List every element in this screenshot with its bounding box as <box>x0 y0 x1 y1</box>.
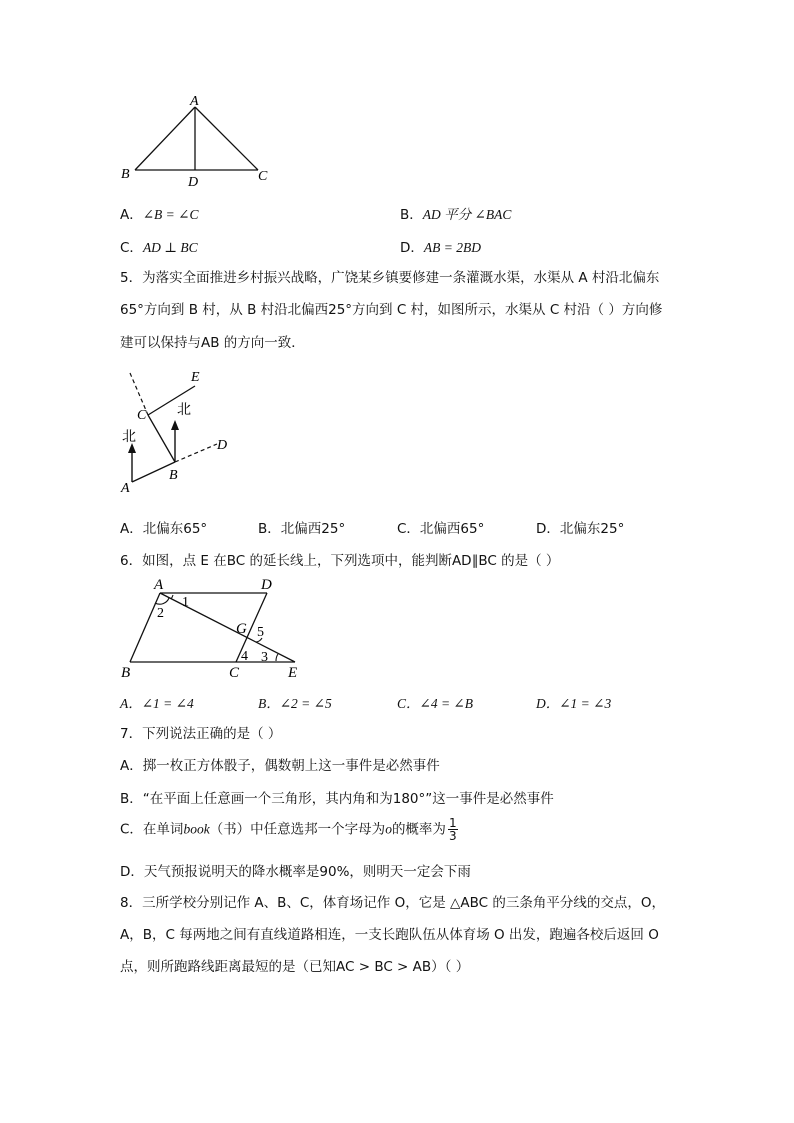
q5-stem-line-3: 建可以保持与AB 的方向一致． <box>120 335 305 351</box>
figure-parallelogram-extension <box>115 573 315 683</box>
q6-option-a[interactable]: A．∠1 = ∠4 <box>120 696 194 711</box>
vertex-label-c: C <box>258 169 268 184</box>
q6-option-d[interactable]: D．∠1 = ∠3 <box>536 696 612 711</box>
vertex-label-b: B <box>121 665 131 681</box>
vertex-label-e: E <box>288 665 298 681</box>
angle-label-1: 1 <box>182 595 189 610</box>
angle-label-2: 2 <box>157 606 164 621</box>
option-letter: C． <box>120 240 143 256</box>
figure-triangle-abc <box>115 92 285 192</box>
word-book: book <box>183 821 210 837</box>
option-letter: B． <box>400 207 423 223</box>
q5-stem-line-1: 5．为落实全面推进乡村振兴战略，广饶某乡镇要修建一条灌溉水渠，水渠从 A 村沿北偏东 <box>120 270 660 286</box>
q5-option-b[interactable]: B．北偏西25° <box>258 521 346 537</box>
point-label-a: A <box>121 481 130 495</box>
q6-stem: 6．如图，点 E 在BC 的延长线上，下列选项中，能判断AD∥BC 的是（ ） <box>120 553 560 569</box>
point-label-e: E <box>191 370 200 385</box>
q5-option-d[interactable]: D．北偏东25° <box>536 521 625 537</box>
q5-stem-line-2: 65°方向到 B 村，从 B 村沿北偏西25°方向到 C 村，如图所示，水渠从 C 村沿（ ）方向修 <box>120 302 663 318</box>
option-c-middle: （书）中任意选邦一个字母为 <box>209 821 386 838</box>
point-label-b: B <box>169 468 178 483</box>
vertex-label-d: D <box>261 577 272 593</box>
vertex-label-a: A <box>154 577 164 593</box>
angle-label-5: 5 <box>257 625 264 640</box>
point-label-d: D <box>217 438 228 453</box>
q8-stem-line-2: A，B，C 每两地之间有直线道路相连，一支长跑队伍从体育场 O 出发，跑遍各校后返回 O <box>120 927 659 943</box>
vertex-label-b: B <box>121 167 130 182</box>
option-c-suffix: 的概率为 <box>391 821 446 838</box>
q6-option-c[interactable]: C．∠4 = ∠B <box>397 696 473 711</box>
fraction-denominator: 3 <box>448 829 457 843</box>
q6-option-b[interactable]: B．∠2 = ∠5 <box>258 696 332 711</box>
vertex-label-d: D <box>188 175 199 190</box>
q4-option-b[interactable] <box>400 203 511 223</box>
option-c-prefix: C．在单词 <box>120 821 184 838</box>
q5-option-a[interactable]: A．北偏东65° <box>120 521 208 537</box>
letter-o: o <box>385 821 392 837</box>
option-text: AD ⊥ BC <box>142 240 198 255</box>
q8-stem-line-3: 点，则所跑路线距离最短的是（已知AC > BC > AB）（ ） <box>120 959 470 975</box>
option-text: ∠B = ∠C <box>142 207 199 222</box>
option-text: AB = 2BD <box>423 240 482 255</box>
q5-option-c[interactable]: C．北偏西65° <box>397 521 485 537</box>
angle-label-4: 4 <box>241 649 248 664</box>
q4-option-c[interactable] <box>120 236 198 256</box>
north-label-lower: 北 <box>122 430 136 445</box>
q4-option-d[interactable] <box>400 236 481 256</box>
q7-option-a[interactable]: A．掷一枚正方体骰子，偶数朝上这一事件是必然事件 <box>120 758 440 774</box>
fraction-numerator: 1 <box>448 816 457 830</box>
angle-label-3: 3 <box>261 650 268 665</box>
q7-option-c[interactable] <box>120 817 458 842</box>
north-label-upper: 北 <box>177 403 191 418</box>
q8-stem-line-1: 8．三所学校分别记作 A、B、C，体育场记作 O，它是 △ABC 的三条角平分线的交点，O， <box>120 895 665 911</box>
point-label-c: C <box>137 408 147 423</box>
fraction-one-third <box>448 817 458 842</box>
option-text: AD 平分 ∠BAC <box>422 207 512 222</box>
option-letter: D． <box>400 240 424 256</box>
option-letter: A． <box>120 207 143 223</box>
q7-stem: 7．下列说法正确的是（ ） <box>120 726 282 742</box>
point-label-g: G <box>236 621 247 637</box>
q4-option-a[interactable] <box>120 203 198 223</box>
vertex-label-a: A <box>190 94 199 109</box>
q7-option-d[interactable]: D．天气预报说明天的降水概率是90%，则明天一定会下雨 <box>120 864 471 880</box>
vertex-label-c: C <box>229 665 240 681</box>
figure-canal-directions <box>110 363 250 495</box>
q7-option-b[interactable]: B．“在平面上任意画一个三角形，其内角和为180°”这一事件是必然事件 <box>120 791 554 807</box>
